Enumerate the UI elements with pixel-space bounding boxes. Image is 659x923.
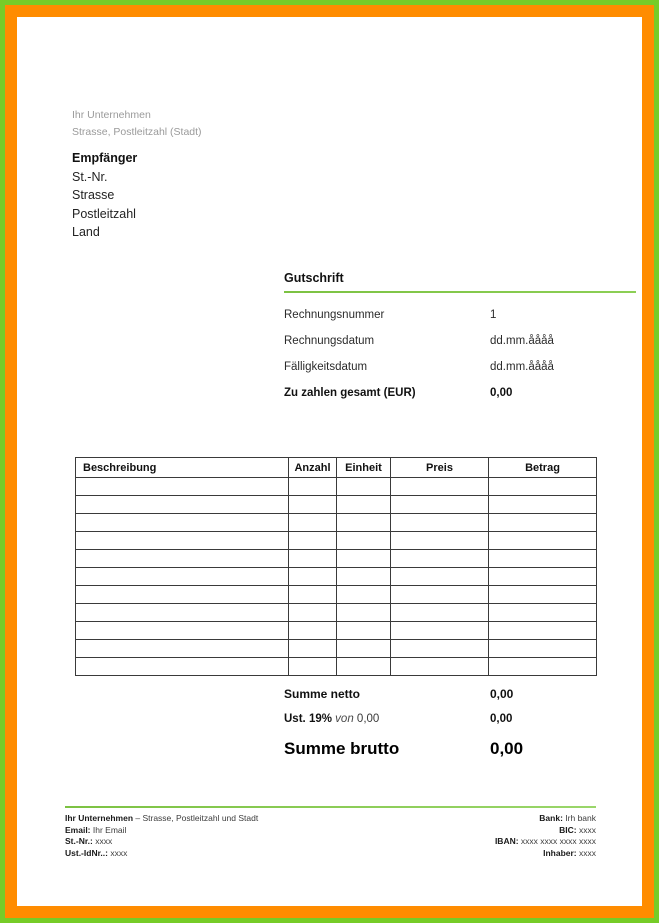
- footer-line: [495, 813, 596, 825]
- table-row[interactable]: [76, 568, 597, 586]
- table-cell-anzahl[interactable]: [289, 478, 337, 496]
- gross-label: Summe brutto: [284, 739, 400, 758]
- gross-value: 0,00: [490, 739, 524, 758]
- table-cell-einheit[interactable]: [337, 622, 391, 640]
- table-cell-einheit[interactable]: [337, 586, 391, 604]
- table-cell-anzahl[interactable]: [289, 514, 337, 532]
- footer-line: [495, 836, 596, 848]
- footer-line-label: Ihr Unternehmen: [65, 813, 134, 823]
- meta-row-amount-due: [284, 380, 639, 406]
- table-row[interactable]: [76, 604, 597, 622]
- table-cell-einheit[interactable]: [337, 658, 391, 676]
- vat-label: Ust.: [284, 713, 306, 725]
- table-cell-anzahl[interactable]: [289, 496, 337, 514]
- amount-due-label: Zu zahlen gesamt (EUR): [284, 387, 416, 399]
- footer-line-label: Email:: [65, 824, 91, 835]
- meta-value: 1: [490, 309, 497, 321]
- totals-row-net: [284, 687, 624, 713]
- table-cell-beschreibung[interactable]: [76, 586, 289, 604]
- table-cell-beschreibung[interactable]: [76, 658, 289, 676]
- recipient-block: [72, 149, 137, 242]
- footer-line: [65, 836, 258, 848]
- vat-base-amount: 0,00: [356, 713, 380, 725]
- footer-bank-details: [495, 813, 596, 859]
- table-cell-preis[interactable]: [391, 496, 489, 514]
- footer-line-value: xxxx: [576, 824, 596, 835]
- table-row[interactable]: [76, 478, 597, 496]
- footer-line: [65, 825, 258, 837]
- page-footer: [65, 806, 596, 859]
- invoice-meta-block: [284, 271, 639, 406]
- table-cell-einheit[interactable]: [337, 604, 391, 622]
- table-cell-preis[interactable]: [391, 622, 489, 640]
- footer-divider: [65, 806, 596, 808]
- table-cell-betrag[interactable]: [489, 640, 597, 658]
- meta-label: Rechnungsnummer: [284, 309, 385, 321]
- table-cell-einheit[interactable]: [337, 532, 391, 550]
- table-cell-einheit[interactable]: [337, 550, 391, 568]
- table-cell-preis[interactable]: [391, 478, 489, 496]
- table-cell-anzahl[interactable]: [289, 622, 337, 640]
- totals-block: [284, 687, 624, 773]
- footer-line-label: IBAN:: [494, 836, 519, 846]
- table-cell-preis[interactable]: [391, 658, 489, 676]
- meta-row-invoice-number: [284, 302, 639, 328]
- net-value: 0,00: [490, 687, 514, 701]
- table-cell-beschreibung[interactable]: [76, 532, 289, 550]
- column-header-einheit: Einheit: [337, 458, 391, 478]
- footer-line-value: xxxx: [92, 836, 113, 846]
- table-row[interactable]: [76, 622, 597, 640]
- table-cell-betrag[interactable]: [489, 496, 597, 514]
- table-cell-preis[interactable]: [391, 604, 489, 622]
- table-cell-betrag[interactable]: [489, 550, 597, 568]
- table-cell-anzahl[interactable]: [289, 604, 337, 622]
- footer-line: [65, 813, 258, 825]
- table-cell-anzahl[interactable]: [289, 532, 337, 550]
- meta-divider: [284, 291, 636, 293]
- table-row[interactable]: [76, 640, 597, 658]
- vat-von-word: von: [335, 713, 354, 725]
- table-cell-betrag[interactable]: [489, 604, 597, 622]
- table-row[interactable]: [76, 586, 597, 604]
- vat-value: 0,00: [490, 713, 513, 725]
- table-cell-betrag[interactable]: [489, 514, 597, 532]
- footer-line: [495, 848, 596, 860]
- footer-line-value: xxxx: [576, 847, 596, 858]
- table-cell-preis[interactable]: [391, 568, 489, 586]
- table-cell-einheit[interactable]: [337, 568, 391, 586]
- amount-due-value: 0,00: [490, 387, 513, 399]
- meta-value: dd.mm.åååå: [490, 335, 554, 347]
- table-cell-preis[interactable]: [391, 586, 489, 604]
- table-cell-anzahl[interactable]: [289, 658, 337, 676]
- table-body: [76, 478, 597, 676]
- recipient-postcode: Postleitzahl: [72, 206, 136, 221]
- table-cell-beschreibung[interactable]: [76, 550, 289, 568]
- table-cell-beschreibung[interactable]: [76, 496, 289, 514]
- line-items-table: [75, 457, 597, 676]
- table-cell-einheit[interactable]: [337, 514, 391, 532]
- net-label: Summe netto: [284, 687, 361, 701]
- sender-address: Strasse, Postleitzahl (Stadt): [72, 126, 202, 138]
- meta-value: dd.mm.åååå: [490, 361, 554, 373]
- table-cell-preis[interactable]: [391, 550, 489, 568]
- meta-label: Fälligkeitsdatum: [284, 361, 368, 373]
- footer-line-label: Bank:: [539, 813, 563, 823]
- column-header-anzahl: Anzahl: [289, 458, 337, 478]
- table-cell-beschreibung[interactable]: [76, 622, 289, 640]
- footer-line: [65, 848, 258, 860]
- totals-row-vat: [284, 713, 624, 739]
- footer-line: [495, 825, 596, 837]
- footer-line-value: Irh bank: [562, 813, 596, 823]
- meta-label: Rechnungsdatum: [284, 335, 375, 347]
- meta-row-due-date: [284, 354, 639, 380]
- footer-company-details: [65, 813, 258, 859]
- vat-label-group: [284, 713, 490, 725]
- table-row[interactable]: [76, 496, 597, 514]
- table-row[interactable]: [76, 550, 597, 568]
- table-cell-einheit[interactable]: [337, 478, 391, 496]
- table-cell-betrag[interactable]: [489, 658, 597, 676]
- table-cell-einheit[interactable]: [337, 640, 391, 658]
- footer-line-value: xxxx xxxx xxxx xxxx: [518, 836, 596, 846]
- sender-block: [72, 107, 202, 141]
- footer-line-value: – Strasse, Postleitzahl und Stadt: [133, 813, 259, 823]
- footer-line-label: BIC:: [559, 824, 577, 835]
- footer-line-label: St.-Nr.:: [65, 836, 93, 846]
- table-header-row: [76, 458, 597, 478]
- table-cell-anzahl[interactable]: [289, 640, 337, 658]
- table-cell-betrag[interactable]: [489, 622, 597, 640]
- recipient-country: Land: [72, 225, 100, 239]
- table-cell-beschreibung[interactable]: [76, 478, 289, 496]
- footer-line-label: Ust.-IdNr..:: [65, 847, 108, 858]
- table-cell-beschreibung[interactable]: [76, 514, 289, 532]
- totals-row-gross: [284, 739, 624, 773]
- table-cell-betrag[interactable]: [489, 568, 597, 586]
- column-header-betrag: Betrag: [489, 458, 597, 478]
- vat-rate: 19%: [308, 713, 332, 725]
- footer-line-value: Ihr Email: [90, 824, 127, 835]
- table-cell-betrag[interactable]: [489, 478, 597, 496]
- table-row[interactable]: [76, 658, 597, 676]
- table-row[interactable]: [76, 532, 597, 550]
- recipient-tax-number: St.-Nr.: [72, 169, 108, 184]
- table-cell-einheit[interactable]: [337, 496, 391, 514]
- table-cell-betrag[interactable]: [489, 586, 597, 604]
- sender-company: Ihr Unternehmen: [72, 109, 151, 121]
- table-cell-beschreibung[interactable]: [76, 640, 289, 658]
- table-cell-preis[interactable]: [391, 640, 489, 658]
- table-cell-preis[interactable]: [391, 514, 489, 532]
- footer-line-value: xxxx: [107, 847, 128, 858]
- document-type-heading: Gutschrift: [284, 271, 344, 285]
- table-cell-beschreibung[interactable]: [76, 568, 289, 586]
- table-cell-betrag[interactable]: [489, 532, 597, 550]
- column-header-beschreibung: Beschreibung: [76, 458, 289, 478]
- recipient-street: Strasse: [72, 188, 115, 202]
- table-cell-anzahl[interactable]: [289, 586, 337, 604]
- invoice-page: [17, 17, 642, 906]
- table-cell-anzahl[interactable]: [289, 568, 337, 586]
- table-row[interactable]: [76, 514, 597, 532]
- column-header-preis: Preis: [391, 458, 489, 478]
- meta-row-invoice-date: [284, 328, 639, 354]
- table-cell-preis[interactable]: [391, 532, 489, 550]
- footer-line-label: Inhaber:: [543, 847, 577, 858]
- table-cell-beschreibung[interactable]: [76, 604, 289, 622]
- recipient-title: Empfänger: [72, 151, 138, 165]
- table-cell-anzahl[interactable]: [289, 550, 337, 568]
